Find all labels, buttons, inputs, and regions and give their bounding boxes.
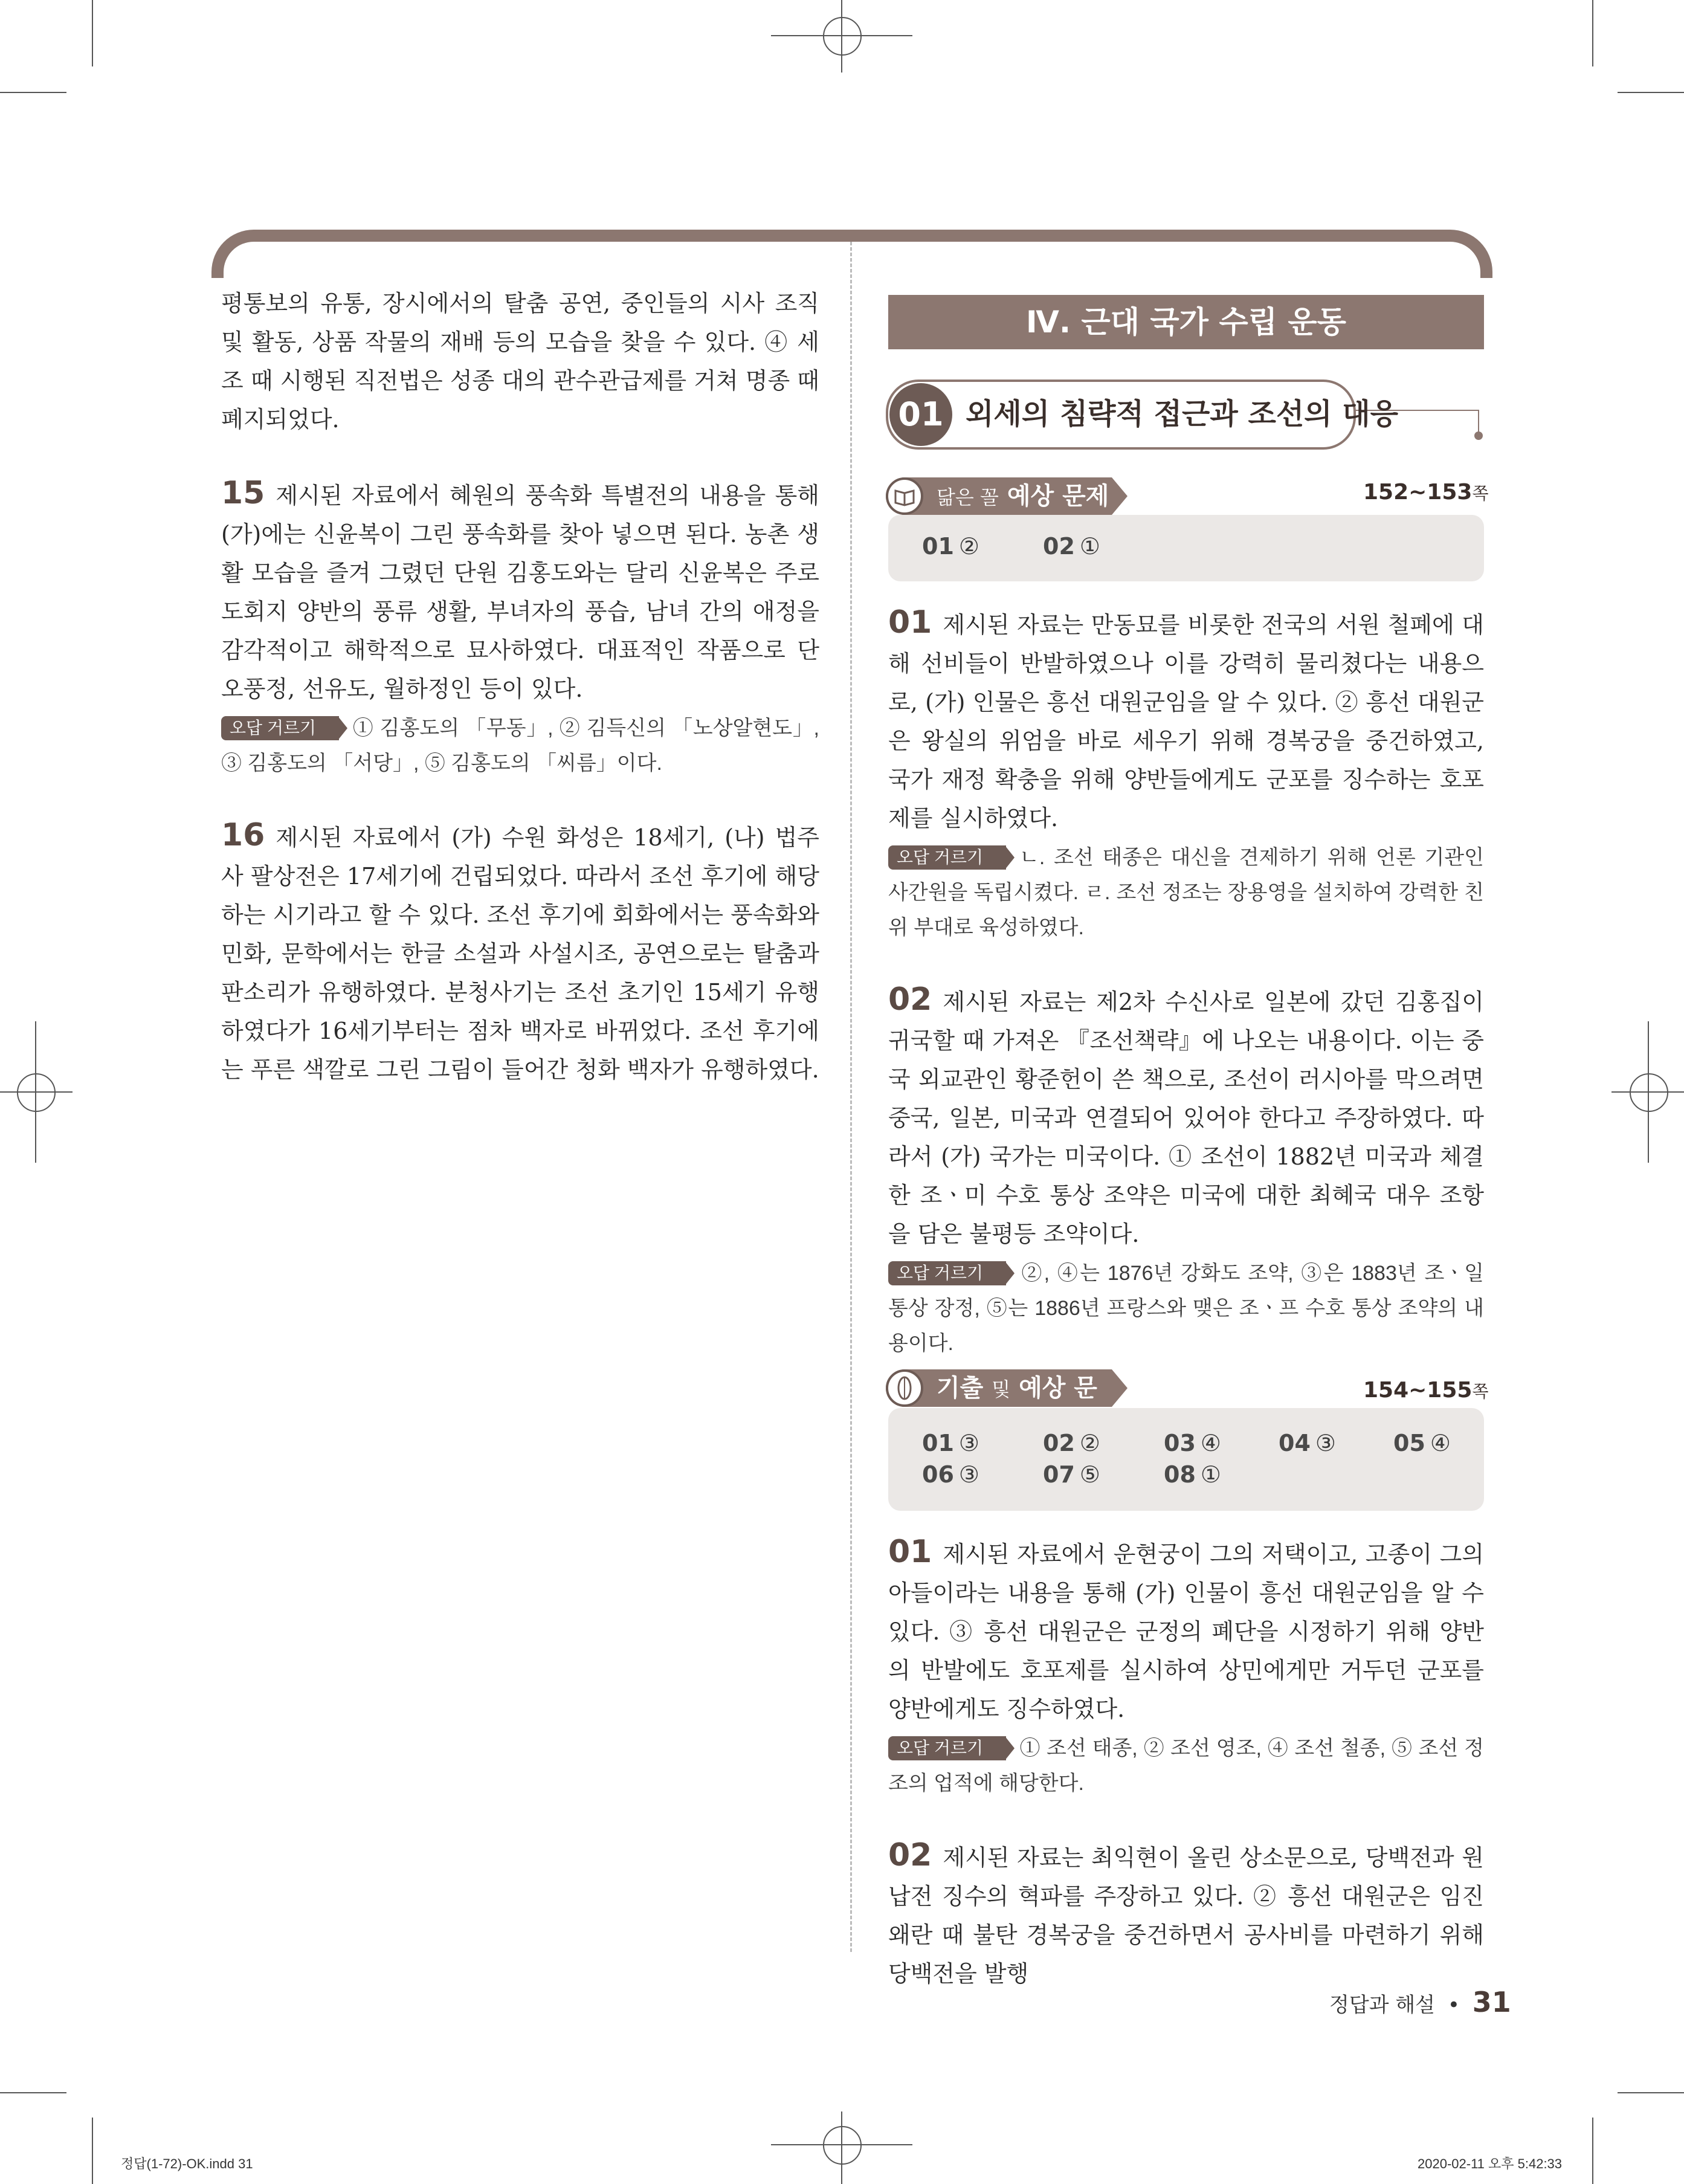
crop-mark <box>1618 92 1684 93</box>
leaf-icon <box>886 1369 923 1407</box>
answer-item <box>1164 1430 1221 1456</box>
question-text: 제시된 자료는 최익현이 올린 상소문으로, 당백전과 원납전 징수의 혁파를 주장하고 있다. ② 흥선 대원군은 임진왜란 때 불탄 경복궁을 중건하면서 공사비를 마련하기 위해 당백전을 발행 <box>888 1844 1484 1987</box>
answer-choice: ① <box>1079 533 1100 560</box>
answer-item <box>1043 1430 1100 1456</box>
answer-item <box>1043 533 1100 560</box>
crop-mark <box>1592 0 1593 66</box>
answer-item <box>1043 1461 1100 1488</box>
explanation-02 <box>888 1836 1484 1993</box>
tag-small-label: 닮은 꼴 <box>937 486 999 509</box>
page-number: 31 <box>1472 1986 1511 2018</box>
registration-mark <box>17 1073 56 1112</box>
column-divider <box>850 242 852 1952</box>
question-text: 제시된 자료에서 혜원의 풍속화 특별전의 내용을 통해 (가)에는 신윤복이 그린 풍속화를 찾아 넣으면 된다. 농촌 생활 모습을 즐겨 그렸던 단원 김홍도와는 달리 신윤복은 주로 도회지 양반의 풍류 생활, 부녀자의 풍습, 남녀 간의 애정을 감각적이고 해학적으로 묘사하였다. 대표적인 작품으로 단오풍정, 선유도, 월하정인 등이 있다. <box>221 482 819 702</box>
note-badge: 오답 거르기 <box>221 716 339 740</box>
tag-label: 기출 <box>937 1374 984 1402</box>
question-number: 16 <box>221 817 265 853</box>
answer-item <box>922 533 979 560</box>
answer-choice: ④ <box>1430 1430 1451 1456</box>
registration-line <box>841 0 842 73</box>
footer-label: 정답과 해설 <box>1329 1993 1436 2017</box>
question-number: 01 <box>888 604 932 641</box>
answer-number: 01 <box>922 533 954 560</box>
registration-mark <box>1630 1073 1668 1112</box>
intro-paragraph: 평통보의 유통, 장시에서의 탈춤 공연, 중인들의 시사 조직 및 활동, 상품 작물의 재배 등의 모습을 찾을 수 있다. ④ 세조 때 시행된 직전법은 성종 대의 관수관급제를 거쳐 명종 때 폐지되었다. <box>221 290 819 433</box>
answer-number: 07 <box>1043 1461 1075 1488</box>
page-footer <box>1329 1986 1511 2018</box>
section-title: 외세의 침략적 접근과 조선의 대응 <box>966 397 1398 431</box>
answer-item <box>922 1430 979 1456</box>
tag-label: 예상 문제 <box>1007 482 1109 510</box>
answer-number: 03 <box>1164 1430 1196 1456</box>
crop-mark <box>1592 2118 1593 2184</box>
section-number: 01 <box>889 383 952 446</box>
left-column <box>221 284 819 1089</box>
tag-label: 예상 문 <box>1019 1374 1097 1402</box>
answer-number: 06 <box>922 1461 954 1488</box>
crop-mark <box>92 0 93 66</box>
wrong-answer-note <box>888 1256 1484 1361</box>
answer-item <box>922 1461 979 1488</box>
answer-number: 02 <box>1043 1430 1075 1456</box>
answer-choice: ④ <box>1200 1430 1221 1456</box>
question-number: 02 <box>888 1837 932 1873</box>
note-badge: 오답 거르기 <box>888 845 1006 870</box>
answer-choice: ② <box>958 533 979 560</box>
section-connector-line <box>1478 410 1479 434</box>
registration-mark <box>823 2126 862 2165</box>
answer-number: 01 <box>922 1430 954 1456</box>
registration-line <box>0 1091 73 1093</box>
registration-line <box>841 2111 842 2184</box>
top-frame-bar <box>211 230 1492 278</box>
crop-mark <box>0 2092 66 2093</box>
question-16 <box>221 816 819 1089</box>
wrong-answer-note <box>221 711 819 781</box>
right-block-2 <box>888 1533 1484 1993</box>
page-range-value: 154~155 <box>1363 1378 1473 1403</box>
registration-mark <box>823 17 862 56</box>
question-text: 제시된 자료는 제2차 수신사로 일본에 갔던 김홍집이 귀국할 때 가져온 『조선책략』에 나오는 내용이다. 이는 중국 외교관인 황준헌이 쓴 책으로, 조선이 러시아를 막으려면 중국, 일본, 미국과 연결되어 있어야 한다고 주장하였다. 따라서 (가) 국가는 미국이다. ① 조선이 1882년 미국과 체결한 조ㆍ미 수호 통상 조약은 미국에 대한 최혜국 대우 조항을 담은 불평등 조약이다. <box>888 989 1484 1247</box>
answer-number: 05 <box>1393 1430 1425 1456</box>
registration-line <box>35 1021 36 1163</box>
explanation-01 <box>888 1533 1484 1728</box>
answer-item <box>1279 1430 1336 1456</box>
answer-item <box>1164 1461 1221 1488</box>
answer-number: 02 <box>1043 533 1075 560</box>
explanation-02 <box>888 980 1484 1253</box>
page-range-suffix: 쪽 <box>1472 483 1489 503</box>
unit-title: Ⅳ. 근대 국가 수립 운동 <box>888 295 1484 349</box>
answer-choice: ⑤ <box>1079 1461 1100 1488</box>
right-block-1 <box>888 603 1484 1361</box>
question-number: 15 <box>221 475 265 511</box>
page-range <box>1363 480 1489 505</box>
print-date-info: 2020-02-11 오후 5:42:33 <box>1418 2156 1563 2171</box>
note-text: ㄴ. 조선 태종은 대신을 견제하기 위해 언론 기관인 사간원을 독립시켰다. ㄹ. 조선 정조는 장용영을 설치하여 강력한 친위 부대로 육성하였다. <box>888 846 1484 939</box>
answer-item <box>1393 1430 1451 1456</box>
note-text: ① 조선 태종, ② 조선 영조, ④ 조선 철종, ⑤ 조선 정조의 업적에 해당한다. <box>888 1737 1484 1795</box>
question-15 <box>221 474 819 708</box>
answer-choice: ③ <box>958 1430 979 1456</box>
wrong-answer-note <box>888 840 1484 945</box>
explanation-01 <box>888 603 1484 838</box>
wrong-answer-note <box>888 1731 1484 1801</box>
note-text: ②, ④는 1876년 강화도 조약, ③은 1883년 조ㆍ일 통상 장정, ⑤는 1886년 프랑스와 맺은 조ㆍ프 수호 통상 조약의 내용이다. <box>888 1262 1484 1355</box>
question-text: 제시된 자료는 만동묘를 비롯한 전국의 서원 철폐에 대해 선비들이 반발하였으나 이를 강력히 물리쳤다는 내용으로, (가) 인물은 흥선 대원군임을 알 수 있다. ② 흥선 대원군은 왕실의 위엄을 바로 세우기 위해 경복궁을 중건하였고, 국가 재정 확충을 위해 양반들에게도 군포를 징수하는 호포제를 실시하였다. <box>888 612 1484 832</box>
crop-mark <box>92 2118 93 2184</box>
tag-small-label: 및 <box>992 1378 1011 1401</box>
answer-box <box>888 1408 1484 1511</box>
page-range-value: 152~153 <box>1363 480 1473 505</box>
question-text: 제시된 자료에서 (가) 수원 화성은 18세기, (나) 법주사 팔상전은 17세기에 건립되었다. 따라서 조선 후기에 해당하는 시기라고 할 수 있다. 조선 후기에 회화에서는 풍속화와 민화, 문학에서는 한글 소설과 사설시조, 공연으로는 탈춤과 판소리가 유행하였다. 분청사기는 조선 초기인 15세기 유행하였다가 16세기부터는 점차 백자로 바뀌었다. 조선 후기에는 푸른 색깔로 그린 그림이 들어간 청화 백자가 유행하였다. <box>221 824 819 1083</box>
crop-mark <box>1618 2092 1684 2093</box>
answer-number: 04 <box>1279 1430 1311 1456</box>
footer-bullet: • <box>1447 1993 1460 2017</box>
section-connector-dot <box>1474 431 1483 440</box>
note-text: ① 김홍도의 「무동」, ② 김득신의 「노상알현도」, ③ 김홍도의 「서당」, ⑤ 김홍도의 「씨름」이다. <box>221 717 819 775</box>
page-range-suffix: 쪽 <box>1472 1381 1489 1401</box>
note-badge: 오답 거르기 <box>888 1736 1006 1760</box>
answer-choice: ② <box>1079 1430 1100 1456</box>
question-text: 제시된 자료에서 운현궁이 그의 저택이고, 고종이 그의 아들이라는 내용을 통해 (가) 인물이 흥선 대원군임을 알 수 있다. ③ 흥선 대원군은 군정의 폐단을 시정하기 위해 양반의 반발에도 호포제를 실시하여 상민에게만 거두던 군포를 양반에게도 징수하였다. <box>888 1541 1484 1722</box>
note-badge: 오답 거르기 <box>888 1261 1006 1285</box>
print-file-info: 정답(1-72)-OK.indd 31 <box>121 2156 253 2171</box>
answer-choice: ③ <box>958 1461 979 1488</box>
question-number: 01 <box>888 1534 932 1570</box>
answer-choice: ③ <box>1315 1430 1336 1456</box>
question-number: 02 <box>888 981 932 1018</box>
answer-choice: ① <box>1200 1461 1221 1488</box>
page-range <box>1363 1378 1489 1403</box>
answer-number: 08 <box>1164 1461 1196 1488</box>
book-icon <box>886 477 923 515</box>
crop-mark <box>0 92 66 93</box>
registration-line <box>1648 1021 1649 1163</box>
